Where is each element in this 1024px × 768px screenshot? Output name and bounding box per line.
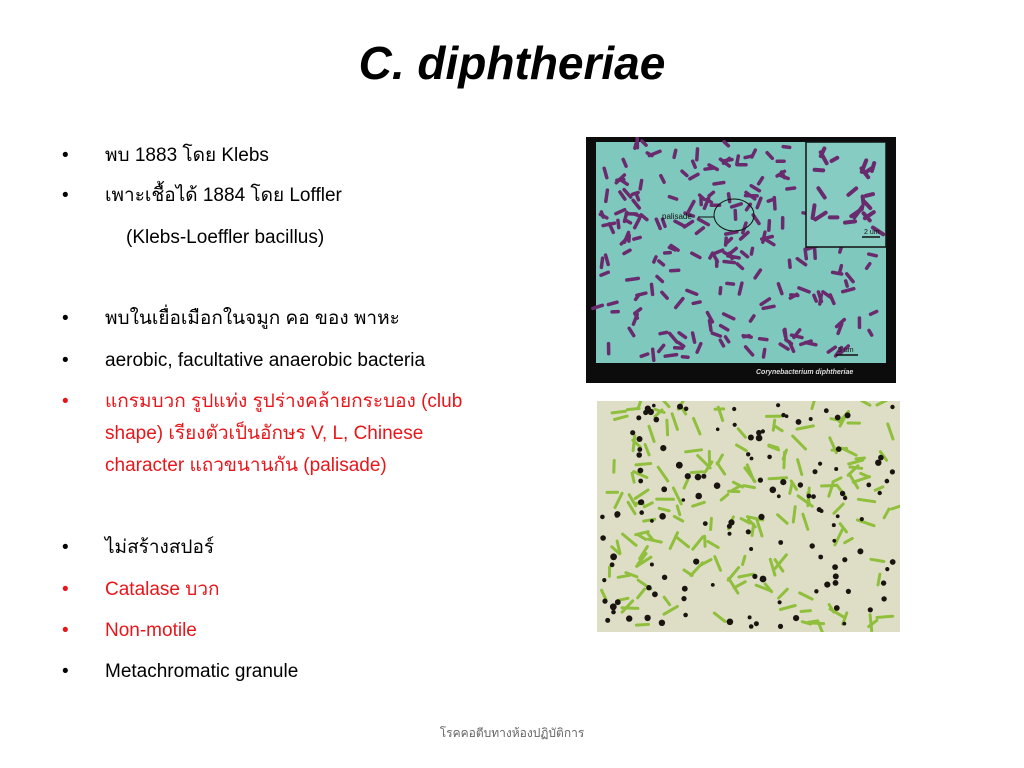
- bacterium-rod: [764, 350, 765, 358]
- bullet-marker: •: [62, 308, 69, 329]
- bacterium-rod: [693, 302, 700, 304]
- bacterium-rod: [832, 158, 838, 161]
- bullet-text: Non-motile: [105, 620, 197, 641]
- metachromatic-granule: [881, 596, 886, 601]
- bullet-text-line: character แถวขนานกัน (palisade): [105, 455, 387, 476]
- bacterium-rod: [813, 205, 815, 218]
- bullet-text: พบ 1883 โดย Klebs: [105, 145, 269, 166]
- bacterium-rod: [603, 223, 614, 225]
- metachromatic-granule: [728, 532, 732, 536]
- metachromatic-granule: [610, 553, 617, 560]
- metachromatic-granule: [645, 406, 651, 412]
- bacterium-rod: [720, 288, 721, 294]
- metachromatic-granule: [798, 482, 803, 487]
- bullet-marker: •: [62, 579, 69, 600]
- bacterium-rod: [669, 247, 675, 250]
- metachromatic-granule: [600, 515, 605, 520]
- metachromatic-granule: [754, 621, 759, 626]
- metachromatic-granule: [636, 415, 641, 420]
- metachromatic-granule: [693, 559, 699, 565]
- metachromatic-granule: [685, 473, 691, 479]
- bacterium-rod: [618, 220, 619, 227]
- metachromatic-granule: [703, 521, 708, 526]
- metachromatic-granule: [885, 479, 890, 484]
- bacterium-rod: [760, 339, 767, 340]
- bacterium-rod: [627, 278, 639, 280]
- metachromatic-granule: [630, 430, 635, 435]
- bacterium-rod: [686, 450, 702, 452]
- metachromatic-granule: [711, 583, 715, 587]
- bacterium-rod: [863, 197, 864, 204]
- metachromatic-granule: [748, 615, 752, 619]
- slide-title: C. diphtheriae: [358, 37, 666, 89]
- bacterium-rod: [682, 357, 688, 358]
- bacterium-rod: [691, 472, 702, 473]
- bullet-text: Catalase บวก: [105, 579, 220, 600]
- metachromatic-granule: [637, 447, 642, 452]
- metachromatic-granule: [813, 469, 818, 474]
- bacterium-rod: [870, 615, 872, 631]
- metachromatic-granule: [676, 462, 683, 469]
- metachromatic-granule: [639, 499, 645, 505]
- metachromatic-granule: [836, 514, 840, 518]
- bacterium-rod: [727, 283, 734, 284]
- metachromatic-granule: [638, 468, 644, 474]
- bacterium-rod: [784, 330, 785, 336]
- bacterium-rod: [654, 257, 656, 262]
- slide-footer: โรคคอตีบทางห้องปฏิบัติการ: [439, 726, 585, 740]
- bacterium-rod: [606, 190, 608, 201]
- metachromatic-granule: [652, 591, 658, 597]
- bacterium-rod: [647, 153, 652, 156]
- metachromatic-granule: [881, 580, 886, 585]
- bacterium-rod: [751, 248, 752, 254]
- bacterium-rod: [693, 161, 696, 167]
- bacterium-rod: [632, 473, 634, 482]
- bacterium-rod: [744, 336, 749, 337]
- bacterium-rod: [601, 258, 602, 267]
- metachromatic-granule: [818, 462, 822, 466]
- metachromatic-granule: [807, 494, 812, 499]
- metachromatic-granule: [650, 519, 654, 523]
- bullet-text: ไม่สร้างสปอร์: [105, 537, 215, 558]
- metachromatic-granule: [681, 596, 686, 601]
- bacterium-rod: [710, 253, 713, 258]
- main-scale-label: 5 um: [838, 347, 854, 354]
- metachromatic-granule: [639, 510, 644, 515]
- bullet-marker: •: [62, 391, 69, 412]
- metachromatic-granule: [752, 574, 757, 579]
- metachromatic-granule: [793, 615, 799, 621]
- bacterium-rod: [763, 306, 774, 308]
- bacterium-rod: [634, 237, 640, 239]
- metachromatic-granule: [890, 405, 894, 409]
- metachromatic-granule: [732, 407, 736, 411]
- metachromatic-granule: [701, 474, 706, 479]
- metachromatic-granule: [756, 435, 763, 442]
- metachromatic-granule: [832, 564, 838, 570]
- bacterium-rod: [667, 420, 668, 435]
- metachromatic-granule: [832, 523, 836, 527]
- bullet-text: เพาะเชื้อได้ 1884 โดย Loffler: [105, 185, 342, 206]
- bacterium-rod: [608, 302, 617, 304]
- bacterium-rod: [792, 335, 803, 338]
- micrograph-metachromatic-stain: [597, 401, 900, 632]
- bacterium-rod: [618, 598, 628, 600]
- bacterium-rod: [618, 575, 630, 577]
- micrograph-caption: Corynebacterium diphtheriae: [756, 369, 854, 376]
- metachromatic-granule: [818, 555, 823, 560]
- metachromatic-granule: [646, 585, 651, 590]
- bacterium-rod: [636, 624, 648, 625]
- metachromatic-granule: [780, 479, 786, 485]
- metachromatic-granule: [650, 563, 654, 567]
- metachromatic-granule: [866, 483, 871, 488]
- metachromatic-granule: [615, 599, 621, 605]
- metachromatic-granule: [610, 562, 615, 567]
- bacterium-rod: [869, 330, 872, 335]
- metachromatic-granule: [824, 408, 829, 413]
- bacterium-rod: [724, 262, 734, 263]
- metachromatic-granule: [746, 452, 750, 456]
- bacterium-rod: [769, 221, 770, 231]
- bacterium-rod: [814, 295, 816, 301]
- bacterium-rod: [745, 156, 751, 157]
- metachromatic-granule: [835, 415, 841, 421]
- bacterium-rod: [622, 608, 638, 609]
- metachromatic-granule: [682, 498, 686, 502]
- metachromatic-granule: [878, 455, 884, 461]
- bacterium-rod: [671, 270, 679, 271]
- metachromatic-granule: [758, 478, 763, 483]
- metachromatic-granule: [654, 417, 660, 423]
- metachromatic-granule: [840, 491, 845, 496]
- metachromatic-granule: [748, 435, 754, 441]
- bacterium-rod: [846, 281, 848, 286]
- bacterium-rod: [878, 574, 880, 585]
- bacterium-rod: [633, 436, 635, 451]
- metachromatic-granule: [842, 557, 847, 562]
- bacterium-rod: [710, 321, 712, 331]
- bacterium-rod: [752, 524, 754, 535]
- metachromatic-granule: [615, 513, 620, 518]
- metachromatic-granule: [637, 436, 643, 442]
- inset-scale-label: 2 um: [864, 229, 880, 236]
- bacterium-rod: [637, 293, 646, 295]
- metachromatic-granule: [832, 539, 836, 543]
- metachromatic-granule: [602, 599, 607, 604]
- metachromatic-granule: [602, 578, 606, 582]
- metachromatic-granule: [834, 605, 840, 611]
- metachromatic-granule: [677, 404, 683, 410]
- bullet-marker: •: [62, 185, 69, 206]
- bacterium-rod: [845, 221, 855, 222]
- metachromatic-granule: [727, 619, 734, 626]
- bacterium-rod: [641, 354, 648, 356]
- bullet-marker: •: [62, 620, 69, 641]
- bacterium-rod: [693, 333, 695, 342]
- bacterium-rod: [636, 464, 651, 465]
- metachromatic-granule: [781, 413, 785, 417]
- metachromatic-granule: [756, 430, 762, 436]
- palisade-label: palisade: [662, 212, 692, 221]
- metachromatic-granule: [836, 446, 842, 452]
- bacterium-rod: [806, 343, 816, 345]
- bacterium-rod: [714, 183, 724, 185]
- metachromatic-granule: [809, 417, 813, 421]
- metachromatic-granule: [885, 567, 889, 571]
- metachromatic-granule: [811, 494, 816, 499]
- bullet-marker: •: [62, 537, 69, 558]
- micrograph-gram-stain: [586, 137, 896, 383]
- metachromatic-granule: [760, 576, 767, 583]
- bacterium-rod: [869, 254, 877, 256]
- metachromatic-granule: [820, 509, 824, 513]
- bacterium-rod: [833, 272, 842, 274]
- bacterium-rod: [801, 611, 810, 612]
- metachromatic-granule: [638, 479, 643, 484]
- metachromatic-granule: [761, 429, 765, 433]
- metachromatic-granule: [833, 573, 839, 579]
- metachromatic-granule: [758, 514, 764, 520]
- bacterium-rod: [793, 507, 795, 522]
- bacterium-rod: [840, 266, 842, 272]
- metachromatic-granule: [814, 589, 818, 593]
- bacterium-rod: [866, 194, 873, 196]
- bacterium-rod: [636, 194, 638, 200]
- metachromatic-granule: [842, 622, 846, 626]
- bacterium-rod: [674, 150, 676, 157]
- bacterium-rod: [815, 250, 816, 259]
- metachromatic-granule: [767, 455, 772, 460]
- metachromatic-granule: [682, 586, 688, 592]
- bacterium-rod: [787, 188, 795, 189]
- metachromatic-granule: [868, 607, 873, 612]
- metachromatic-granule: [652, 404, 656, 408]
- metachromatic-granule: [857, 548, 863, 554]
- metachromatic-granule: [834, 467, 838, 471]
- metachromatic-granule: [695, 493, 702, 500]
- bacterium-rod: [784, 452, 785, 467]
- indent-note: (Klebs-Loeffler bacillus): [126, 227, 325, 248]
- metachromatic-granule: [750, 457, 754, 461]
- metachromatic-granule: [845, 412, 851, 418]
- bacterium-rod: [660, 332, 667, 333]
- metachromatic-granule: [716, 428, 720, 432]
- metachromatic-granule: [878, 491, 882, 495]
- bacterium-rod: [635, 143, 637, 148]
- bullet-marker: •: [62, 145, 69, 166]
- bacterium-rod: [711, 518, 712, 529]
- metachromatic-granule: [660, 445, 666, 451]
- metachromatic-granule: [860, 517, 864, 521]
- bullet-text: Metachromatic granule: [105, 661, 299, 682]
- bullet-marker: •: [62, 350, 69, 371]
- bacterium-rod: [789, 260, 790, 267]
- metachromatic-granule: [777, 494, 781, 498]
- metachromatic-granule: [695, 474, 702, 481]
- metachromatic-granule: [890, 469, 895, 474]
- metachromatic-granule: [600, 535, 606, 541]
- metachromatic-granule: [661, 486, 667, 492]
- bacterium-rod: [815, 170, 824, 171]
- metachromatic-granule: [611, 610, 616, 615]
- bacterium-rod: [822, 486, 836, 487]
- bacterium-rod: [726, 232, 737, 234]
- metachromatic-granule: [659, 513, 666, 520]
- bacterium-rod: [628, 409, 640, 410]
- metachromatic-granule: [875, 460, 881, 466]
- bacterium-rod: [625, 212, 627, 221]
- bacterium-rod: [653, 349, 654, 360]
- metachromatic-granule: [778, 600, 782, 604]
- metachromatic-granule: [824, 582, 830, 588]
- metachromatic-granule: [636, 452, 642, 458]
- metachromatic-granule: [746, 529, 751, 534]
- metachromatic-granule: [684, 407, 689, 412]
- metachromatic-granule: [662, 575, 667, 580]
- metachromatic-granule: [770, 487, 777, 494]
- metachromatic-granule: [776, 403, 780, 407]
- bullet-marker: •: [62, 661, 69, 682]
- bacterium-rod: [635, 313, 638, 318]
- bacterium-rod: [707, 200, 712, 203]
- bacterium-rod: [601, 212, 603, 217]
- bacterium-rod: [877, 616, 893, 617]
- bacterium-rod: [783, 147, 790, 148]
- bacterium-rod: [612, 411, 625, 413]
- metachromatic-granule: [778, 540, 783, 545]
- bacterium-rod: [669, 197, 676, 199]
- metachromatic-granule: [749, 547, 753, 551]
- metachromatic-granule: [605, 618, 610, 623]
- metachromatic-granule: [683, 613, 688, 618]
- metachromatic-granule: [659, 620, 665, 626]
- metachromatic-granule: [714, 482, 721, 489]
- metachromatic-granule: [810, 543, 815, 548]
- bacterium-rod: [640, 181, 641, 189]
- bacterium-rod: [652, 284, 653, 294]
- metachromatic-granule: [749, 624, 754, 629]
- metachromatic-granule: [733, 423, 737, 427]
- bacterium-rod: [768, 199, 774, 201]
- bacterium-rod: [729, 194, 730, 202]
- bullet-text-line: shape) เรียงตัวเป็นอักษร V, L, Chinese: [105, 423, 424, 444]
- bacterium-rod: [697, 149, 698, 160]
- metachromatic-granule: [796, 419, 802, 425]
- metachromatic-granule: [778, 624, 783, 629]
- metachromatic-granule: [846, 589, 851, 594]
- bacterium-rod: [744, 486, 755, 488]
- metachromatic-granule: [833, 580, 839, 586]
- metachromatic-granule: [843, 496, 847, 500]
- bullet-text: aerobic, facultative anaerobic bacteria: [105, 350, 426, 371]
- bacterium-rod: [729, 253, 732, 258]
- metachromatic-granule: [626, 615, 632, 621]
- bacterium-rod: [665, 355, 676, 357]
- bullet-text-line: แกรมบวก รูปแท่ง รูปร่างคล้ายกระบอง (club: [105, 391, 463, 412]
- metachromatic-granule: [610, 603, 617, 610]
- metachromatic-granule: [890, 559, 896, 565]
- bullet-text: พบในเยื่อเมือกในจมูก คอ ของ พาหะ: [105, 308, 400, 329]
- bacterium-rod: [808, 623, 824, 624]
- metachromatic-granule: [728, 519, 734, 525]
- metachromatic-granule: [644, 615, 650, 621]
- bacterium-rod: [769, 478, 787, 479]
